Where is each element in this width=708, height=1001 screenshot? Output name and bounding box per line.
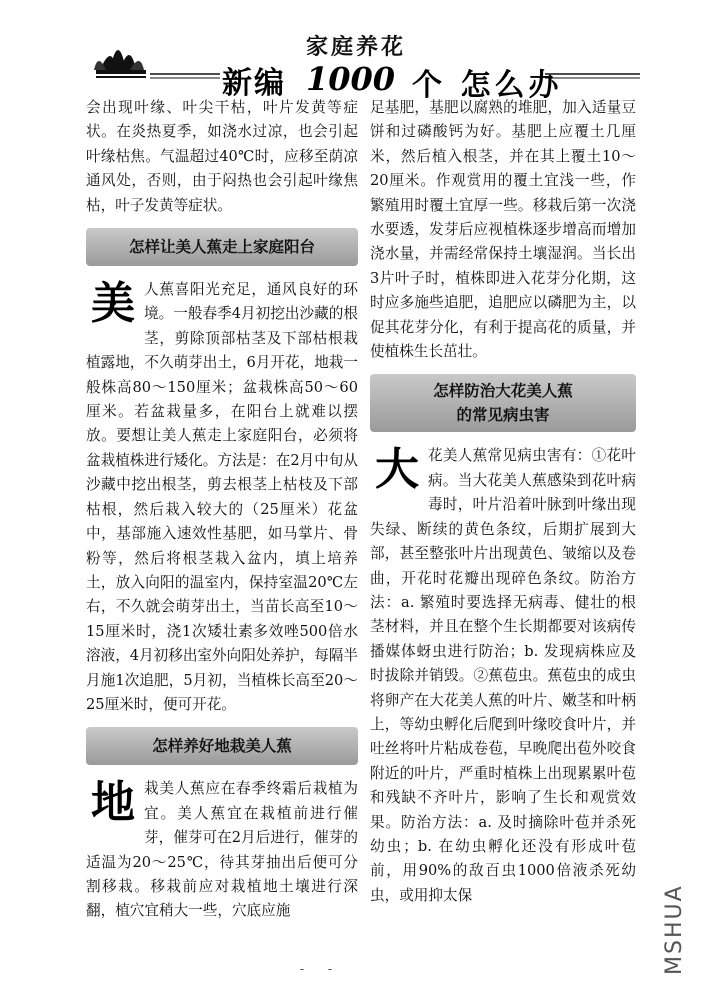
- page-number: - -: [300, 962, 342, 976]
- section-heading-pests-line1: 怎样防治大花美人蕉: [433, 382, 573, 401]
- intro-paragraph: 会出现叶缘、叶尖干枯，叶片发黄等症状。在炎热夏季，如浇水过凉，也会引起叶缘枯焦。气温超过40℃时，应移至荫凉通风处，否则，由于闷热也会引起叶缘焦枯，叶子发黄等症状。: [86, 99, 358, 214]
- left-column: [86, 96, 358, 924]
- section-heading-balcony: 怎样让美人蕉走上家庭阳台: [86, 228, 358, 266]
- paragraph-ground: 栽美人蕉应在春季终霜后栽植为宜。美人蕉宜在栽植前进行催芽，催芽可在2月后进行，催芽的适温为20～25℃，待其芽抽出后便可分割移栽。移栽前应对栽植地土壤进行深翻，植穴宜稍大一些，穴底应施: [86, 780, 358, 920]
- page-header: [0, 0, 708, 103]
- section-body-ground: [86, 777, 358, 923]
- right-column: [370, 96, 636, 908]
- paragraph-balcony: 人蕉喜阳光充足，通风良好的环境。一般春季4月初挖出沙藏的根茎，剪除顶部枯茎及下部枯根栽植露地，不久萌芽出土，6月开花，地栽一般株高80～150厘米；盆栽株高50～60厘米。若盆栽量多，在阳台上就难以摆放。要想让美人蕉走上家庭阳台，必须将盆栽植株进行矮化。方法是：在2月中旬从沙藏中挖出根茎，剪去根茎上枯枝及下部枯根，然后栽入较大的（25厘米）花盆中，基部施入速效性基肥，如马掌片、骨粉等，然后将根茎栽入盆内，填上培养土，放入向阳的温室内，保持室温20℃左右，不久就会萌芽出土，当苗长高至10～15厘米时，浇1次矮壮素多效唑500倍水溶液，4月初移出室外向阳处养护，每隔半月施1次追肥，5月初，当植株长高至20～25厘米时，便可开花。: [86, 281, 358, 713]
- section-body-pests: [370, 444, 636, 908]
- header-subtitle: 家庭养花: [306, 35, 407, 60]
- section-body-balcony: [86, 278, 358, 717]
- watermark: MSHUA: [662, 884, 687, 975]
- paragraph-pests: 花美人蕉常见病虫害有：①花叶病。当大花美人蕉感染到花叶病毒时，叶片沿着叶脉到叶缘出现失绿、断续的黄色条纹，后期扩展到大部，甚至整张叶片出现黄色、皱缩以及卷曲，开花时花瓣出现碎色条纹。防治方法：a. 繁殖时要选择无病毒、健壮的根茎材料，并且在整个生长期都要对该病传播媒体蚜虫进行防治；b. 发现病株应及时拔除并销毁。②蕉苞虫。蕉苞虫的成虫将卵产在大花美人蕉的叶片、嫩茎和叶柄上，等幼虫孵化后爬到叶缘咬食叶片，并吐丝将叶片粘成卷苞，早晚爬出苞外咬食附近的叶片，严重时植株上出现累累叶苞和残缺不齐叶片，影响了生长和观赏效果。防治方法：a. 及时摘除叶苞并杀死幼虫；b. 在幼虫孵化还没有形成叶苞前，用90%的敌百虫1000倍液杀死幼虫，或用抑太保: [370, 447, 636, 904]
- plant-logo-icon: [94, 50, 146, 78]
- continuation-paragraph: 足基肥，基肥以腐熟的堆肥，加入适量豆饼和过磷酸钙为好。基肥上应覆土几厘米，然后植入根茎，并在其上覆土10～20厘米。作观赏用的覆土宜浅一些，作繁殖用时覆土宜厚一些。移栽后第一次浇水要透，发芽后应视植株逐步增高而增加浇水量，并需经常保持土壤湿润。当长出3片叶子时，植株即进入花芽分化期，这时应多施些追肥，追肥应以磷肥为主，以促其花芽分化，有利于提高花的质量，并使植株生长茁壮。: [370, 99, 636, 361]
- section-heading-pests-line2: 的常见病虫害: [456, 406, 550, 425]
- header-title-number: 1000: [306, 60, 396, 98]
- header-title-rest: 个 怎么办: [412, 68, 563, 103]
- header-title-new: 新编: [222, 66, 286, 101]
- section-heading-ground: 怎样养好地栽美人蕉: [86, 727, 358, 765]
- section-heading-pests: [370, 374, 636, 432]
- dropcap-di: 地: [91, 777, 135, 829]
- dropcap-mei: 美: [91, 278, 135, 330]
- dropcap-da: 大: [375, 444, 419, 496]
